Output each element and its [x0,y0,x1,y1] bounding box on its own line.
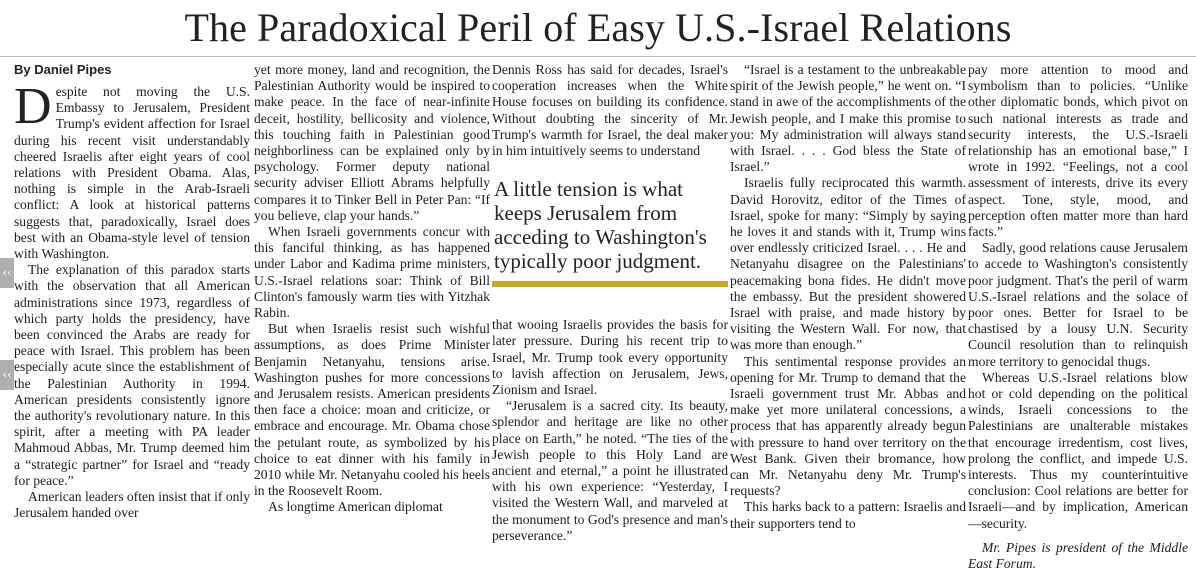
headline-divider [0,56,1196,57]
prev-arrow-icon[interactable]: ‹‹ [0,258,14,288]
column-1 [14,62,250,578]
side-nav [0,258,14,390]
paragraph: This sentimental response provides an opening for Mr. Trump to demand that the Israeli government trust Mr. Abbas and make yet more unilateral concessions, a process that has apparently already begun with pressure to hand over territory on the West Bank. Given their bromance, how can Mr. Netanyahu deny Mr. Trump's requests? [730,353,966,499]
paragraph-text: espite not moving the U.S. Embassy to Jerusalem, President Trump's evident affection for Israel during his recent visit understandably cheered Israelis after eight years of cool relations with President Obama. Alas, nothing is simple in the Arab-Israeli conflict: A look at historical patterns suggests that, paradoxically, Israel does best with an Obama-style level of tension with Washington. [14,84,250,262]
drop-cap: D [14,78,52,135]
paragraph: Whereas U.S.-Israel relations blow hot or cold depending on the political winds, Israeli concessions to the Palestinians are unalterable mistakes that encourage irredentism, cost lives, prolong the conflict, and impede U.S. interests. Thus my counterintuitive conclusion: Cool relations are better for Israeli—and by implication, American—security. [968,369,1188,531]
column-5 [968,62,1188,578]
column-3 [492,62,728,578]
column-4 [730,62,966,578]
byline: By Daniel Pipes [14,62,112,77]
paragraph: that wooing Israelis provides the basis for later pressure. During his recent trip to Israel, Mr. Trump took every opportunity to lavish affection on Jerusalem, Jews, Zionism and Israel. [492,317,728,398]
paragraph: Dennis Ross has said for decades, Israel's cooperation increases when the White House focuses on building its confidence. Without doubting the sincerity of Mr. Trump's warmth for Israel, the deal maker in him intuitively seems to understand [492,62,728,159]
prev-arrow-icon-lower[interactable]: ‹‹ [0,360,14,390]
paragraph: The explanation of this paradox starts with the observation that all American administrations since 1973, regardless of which party holds the presidency, have been convinced the Arabs are ready for peace with Israel. This problem has been especially acute since the establishment of the Palestinian Authority in 1994. American presidents consistently ignore the authority's revolutionary nature. In this spirit, after a meeting with PA leader Mahmoud Abbas, Mr. Trump deemed him a “strategic partner” for Israel and “ready for peace.” [14,262,250,488]
paragraph: But when Israelis resist such wishful assumptions, as does Prime Minister Benjamin Netanyahu, tensions arise. Washington pushes for more concessions and Jerusalem resists. American presidents then face a choice: moan and criticize, or embrace and encourage. Mr. Obama chose the petulant route, as symbolized by his choice to eat dinner with his family in 2010 while Mr. Netanyahu cooled his heels in the Roosevelt Room. [254,321,490,499]
paragraph: Israelis fully reciprocated this warmth. David Horovitz, editor of the Times of Israel, spoke for many: “Simply by saying he loves it and stands with it, Trump wins over endlessly criticized Israel. . . . He and Netanyahu disagree on the Palestinians' peacemaking bona fides. He didn't move the embassy. But the president showered Israel with praise, and made history by visiting the Western Wall. For now, that was more than enough.” [730,175,966,353]
paragraph: Sadly, good relations cause Jerusalem to accede to Washington's consistently poor judgment. That's the peril of warm U.S.-Israel relations and the solace of poor ones. Better for Israel to be chastised by a lousy U.N. Security Council resolution than to relinquish more territory to genocidal thugs. [968,240,1188,369]
pull-quote-text: A little tension is what keeps Jerusalem from acceding to Washington's typically poor judgment. [494,177,707,274]
pull-quote [492,177,728,317]
article-headline: The Paradoxical Peril of Easy U.S.-Israel Relations [184,5,1012,50]
pull-quote-bar [492,281,728,287]
paragraph: When Israeli governments concur with this fanciful thinking, as has happened under Labor and Kadima prime ministers, U.S.-Israel relations soar: Think of Bill Clinton's famously warm ties with Yitzhak Rabin. [254,224,490,321]
column-2 [254,62,490,578]
paragraph: This harks back to a pattern: Israelis and their supporters tend to [730,499,966,531]
paragraph: American leaders often insist that if only Jerusalem handed over [14,489,250,521]
paragraph: As longtime American diplomat [268,499,443,515]
paragraph: pay more attention to mood and symbolism than to policies. “Unlike other diplomatic bonds, which pivot on such national interests as trade and security interests, the U.S.-Israeli relationship has an emotional base,” I wrote in 1992. “Feelings, not a cool assessment of interests, drive its every aspect. Tone, style, mood, and perception often matter more than hard facts.” [968,62,1188,240]
author-note: Mr. Pipes is president of the Middle East Forum. [968,539,1188,572]
paragraph: yet more money, land and recognition, the Palestinian Authority would be inspired to make peace. In the face of near-infinite deceit, hostility, bellicosity and violence, this touching faith in Palestinian good neighborliness can be explained only by psychology. Former deputy national security adviser Elliott Abrams helpfully compares it to Tinker Bell in Peter Pan: “If you believe, clap your hands.” [254,62,490,223]
paragraph: “Jerusalem is a sacred city. Its beauty, splendor and heritage are like no other place on Earth,” he noted. “The ties of the Jewish people to this Holy Land are ancient and eternal,” a point he illustrated with his own experience: “Yesterday, I visited the Western Wall, and marveled at the monument to God's presence and man's perseverance.” [492,398,728,543]
paragraph [14,78,250,262]
paragraph: “Israel is a testament to the unbreakable spirit of the Jewish people,” he went on. “I stand in awe of the accomplishments of the Jewish people, and I make this promise to you: My administration will always stand with Israel. . . . God bless the State of Israel.” [730,62,966,175]
